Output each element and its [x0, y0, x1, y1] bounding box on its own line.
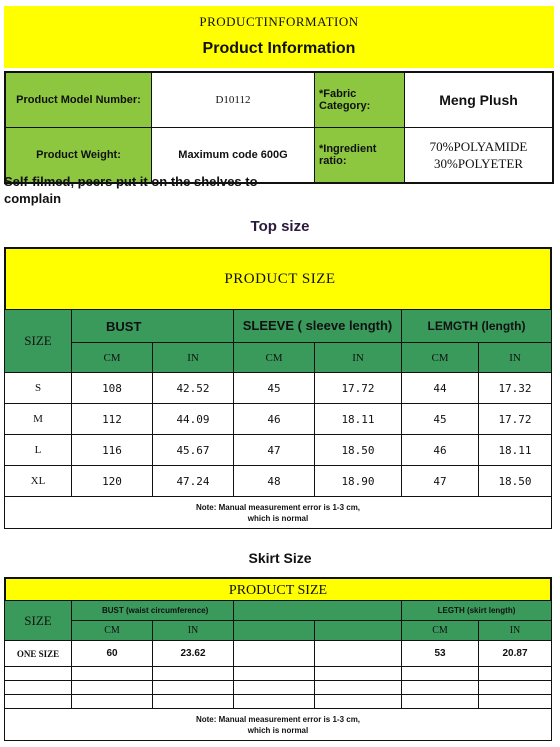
skirt-length-in-cell: 20.87 — [479, 641, 552, 667]
bust-header: BUST — [72, 310, 234, 343]
length-in-cell: 18.11 — [479, 435, 552, 466]
skirt-length-cm-header: CM — [402, 621, 479, 641]
bust-cm-cell: 112 — [72, 404, 153, 435]
bust-cm-cell: 116 — [72, 435, 153, 466]
length-in-cell: 18.50 — [479, 466, 552, 497]
skirt-size-table — [4, 600, 552, 741]
bust-cm-cell: 120 — [72, 466, 153, 497]
sleeve-cm-cell: 45 — [234, 373, 315, 404]
sleeve-cm-header: CM — [234, 343, 315, 373]
skirt-bust-in-header: IN — [153, 621, 234, 641]
product-info-table — [4, 71, 554, 184]
selfie-note: Self-filmed, peers put it on the shelves to complain — [4, 174, 258, 206]
skirt-empty-cm-header — [234, 621, 315, 641]
weight-label: Product Weight: — [5, 128, 152, 184]
ingredient-value — [405, 128, 554, 184]
measurement-note: Note: Manual measurement error is 1-3 cm, which is normal — [5, 497, 552, 529]
size-cell: S — [5, 373, 72, 404]
skirt-bust-header: BUST (waist circumference) — [72, 601, 234, 621]
table-row — [5, 435, 552, 466]
length-cm-cell: 45 — [402, 404, 479, 435]
table-row — [5, 641, 552, 667]
table-row — [5, 404, 552, 435]
header-title: Product Information — [202, 40, 356, 57]
length-in-header: IN — [479, 343, 552, 373]
model-label: Product Model Number: — [5, 72, 152, 128]
bust-in-cell: 42.52 — [153, 373, 234, 404]
ingredient-value-2: 30%POLYETER — [434, 156, 523, 171]
size-header: SIZE — [5, 310, 72, 373]
bust-in-cell: 44.09 — [153, 404, 234, 435]
bust-in-cell: 45.67 — [153, 435, 234, 466]
bust-cm-header: CM — [72, 343, 153, 373]
top-size-banner-label: PRODUCT SIZE — [224, 271, 336, 287]
sleeve-in-cell: 17.72 — [315, 373, 402, 404]
length-cm-cell: 46 — [402, 435, 479, 466]
skirt-length-header: LEGTH (skirt length) — [402, 601, 552, 621]
bust-in-header: IN — [153, 343, 234, 373]
skirt-size-header: SIZE — [5, 601, 72, 641]
sleeve-in-cell: 18.11 — [315, 404, 402, 435]
skirt-empty-header — [234, 601, 402, 621]
table-row — [5, 373, 552, 404]
ingredient-label: *Ingredient ratio: — [315, 128, 405, 184]
size-cell: L — [5, 435, 72, 466]
table-row — [5, 681, 552, 695]
sleeve-cm-cell: 48 — [234, 466, 315, 497]
weight-value: Maximum code 600G — [152, 128, 315, 184]
fabric-value: Meng Plush — [405, 72, 554, 128]
bust-in-cell: 47.24 — [153, 466, 234, 497]
skirt-size-title: Skirt Size — [248, 550, 312, 566]
skirt-size-banner: PRODUCT SIZE — [4, 577, 552, 602]
skirt-length-in-header: IN — [479, 621, 552, 641]
skirt-bust-cm-cell: 60 — [72, 641, 153, 667]
top-size-table — [4, 309, 552, 529]
header-title-small: PRODUCTINFORMATION — [199, 14, 359, 29]
product-information-header — [4, 6, 554, 68]
length-header: LEMGTH (length) — [402, 310, 552, 343]
skirt-empty-cell — [315, 641, 402, 667]
length-cm-cell: 44 — [402, 373, 479, 404]
sleeve-cm-cell: 46 — [234, 404, 315, 435]
sleeve-in-header: IN — [315, 343, 402, 373]
skirt-empty-cell — [234, 641, 315, 667]
skirt-size-cell: ONE SIZE — [5, 641, 72, 667]
sleeve-in-cell: 18.90 — [315, 466, 402, 497]
skirt-length-cm-cell: 53 — [402, 641, 479, 667]
sleeve-in-cell: 18.50 — [315, 435, 402, 466]
model-value: D10112 — [152, 72, 315, 128]
sleeve-cm-cell: 47 — [234, 435, 315, 466]
length-cm-header: CM — [402, 343, 479, 373]
skirt-bust-cm-header: CM — [72, 621, 153, 641]
top-size-title: Top size — [250, 218, 310, 235]
skirt-measurement-note: Note: Manual measurement error is 1-3 cm, which is normal — [5, 709, 552, 741]
size-cell: M — [5, 404, 72, 435]
table-row — [5, 466, 552, 497]
length-in-cell: 17.32 — [479, 373, 552, 404]
size-cell: XL — [5, 466, 72, 497]
top-size-banner — [4, 247, 552, 311]
skirt-empty-in-header — [315, 621, 402, 641]
length-in-cell: 17.72 — [479, 404, 552, 435]
table-row — [5, 695, 552, 709]
table-row — [5, 667, 552, 681]
ingredient-value-1: 70%POLYAMIDE — [429, 139, 528, 154]
length-cm-cell: 47 — [402, 466, 479, 497]
skirt-bust-in-cell: 23.62 — [153, 641, 234, 667]
fabric-label: *Fabric Category: — [315, 72, 405, 128]
bust-cm-cell: 108 — [72, 373, 153, 404]
sleeve-header: SLEEVE ( sleeve length) — [234, 310, 402, 343]
